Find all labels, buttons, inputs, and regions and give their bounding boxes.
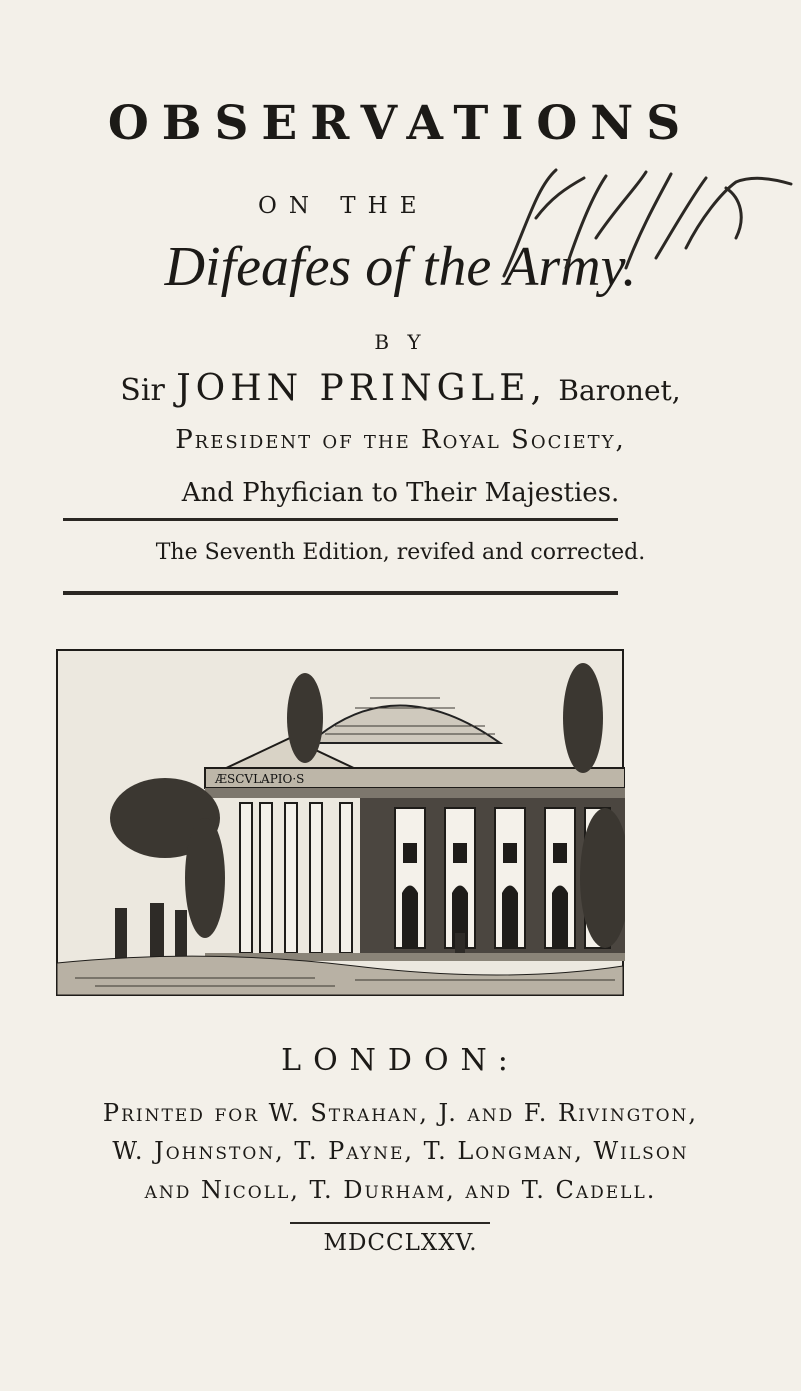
frieze-inscription: ÆSCVLAPIO·S: [215, 772, 305, 786]
edition-statement: The Seventh Edition, revifed and corrected.: [155, 540, 646, 565]
book-subtitle: Difeafes of the Army.: [164, 236, 637, 298]
imprint-line-2: W. Johnston, T. Payne, T. Longman, Wilson: [112, 1137, 689, 1165]
on-the-text: ON THE: [258, 193, 429, 219]
book-title: OBSERVATIONS: [107, 96, 694, 151]
temple-engraving: [55, 648, 625, 998]
imprint-line-3: and Nicoll, T. Durham, and T. Cadell.: [144, 1176, 657, 1204]
author-office-1: President of the Royal Society,: [175, 425, 626, 455]
imprint-place: LONDON:: [281, 1043, 520, 1078]
handwritten-signature: [496, 158, 796, 288]
publication-date: MDCCLXXV.: [323, 1230, 478, 1256]
author-suffix: Baronet,: [558, 374, 681, 407]
by-label: B Y: [374, 330, 427, 354]
divider-rule-date: [290, 1222, 490, 1224]
imprint-line-1: Printed for W. Strahan, J. and F. Rivington,: [102, 1099, 699, 1127]
author-line: [0, 368, 801, 409]
divider-rule-bottom: [63, 591, 618, 595]
author-name: JOHN PRINGLE,: [176, 368, 547, 409]
author-office-2: And Phyfician to Their Majesties.: [181, 478, 620, 508]
author-prefix: Sir: [120, 373, 165, 408]
divider-rule-top: [63, 518, 618, 521]
